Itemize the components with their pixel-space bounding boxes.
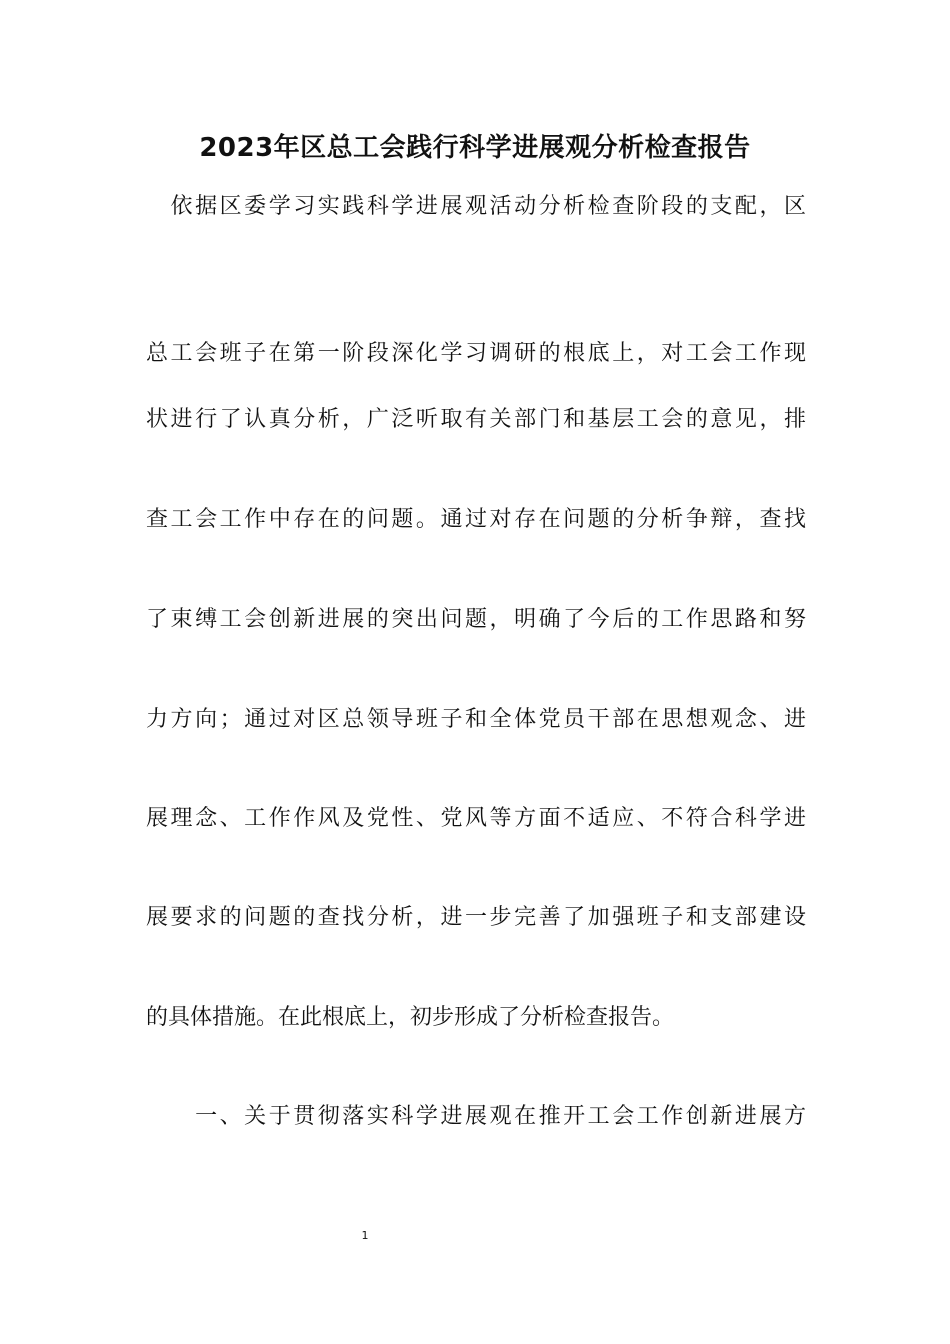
paragraph-line: 总工会班子在第一阶段深化学习调研的根底上，对工会工作现 xyxy=(146,341,806,366)
paragraph-line: 的具体措施。在此根底上，初步形成了分析检查报告。 xyxy=(146,1005,675,1030)
paragraph-line: 展理念、工作作风及党性、党风等方面不适应、不符合科学进 xyxy=(146,806,806,831)
section-heading-line: 一、关于贯彻落实科学进展观在推开工会工作创新进展方 xyxy=(146,1104,806,1129)
paragraph-line: 力方向；通过对区总领导班子和全体党员干部在思想观念、进 xyxy=(146,707,806,732)
paragraph-line: 展要求的问题的查找分析，进一步完善了加强班子和支部建设 xyxy=(146,905,806,930)
paragraph-line: 依据区委学习实践科学进展观活动分析检查阶段的支配，区 xyxy=(146,194,806,219)
document-title: 2023年区总工会践行科学进展观分析检查报告 xyxy=(199,133,751,163)
paragraph-line: 查工会工作中存在的问题。通过对存在问题的分析争辩，查找 xyxy=(146,507,806,532)
paragraph-line: 了束缚工会创新进展的突出问题，明确了今后的工作思路和努 xyxy=(146,607,806,632)
page-number: 1 xyxy=(361,1229,369,1242)
paragraph-line: 状进行了认真分析，广泛听取有关部门和基层工会的意见，排 xyxy=(146,407,806,432)
